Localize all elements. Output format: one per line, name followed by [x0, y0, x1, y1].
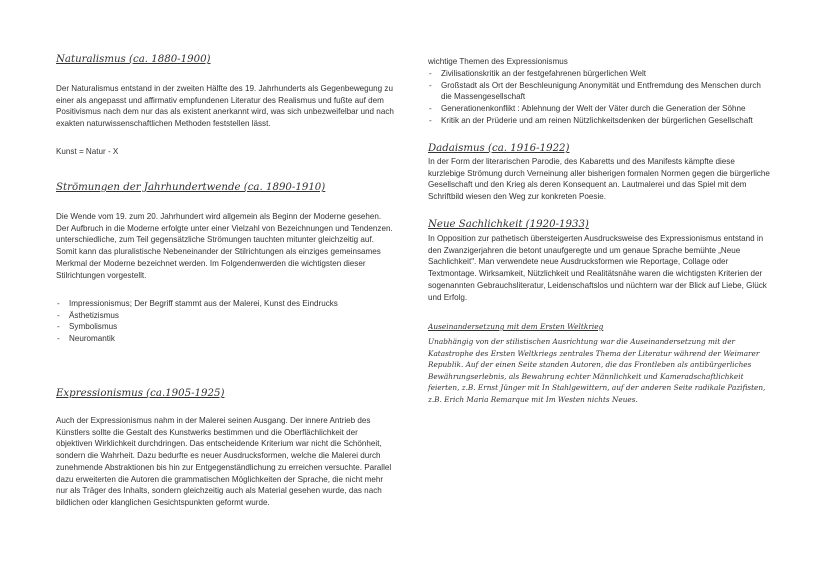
heading-expressionismus: Expressionismus (ca.1905-1925): [56, 388, 225, 399]
list-item: - Impressionismus; Der Begriff stammt aus der Malerei, Kunst des Eindrucks: [56, 298, 396, 310]
formula-naturalismus: Kunst = Natur - X: [56, 147, 119, 156]
list-item: - Kritik an der Prüderie und am reinen Nützlichkeitsdenken der bürgerlichen Gesellschaft: [428, 115, 773, 127]
list-item: - Ästhetizismus: [56, 310, 396, 322]
heading-weltkrieg: Auseinandersetzung mit dem Ersten Weltkrieg: [428, 322, 604, 331]
paragraph-expressionismus: Auch der Expressionismus nahm in der Malerei seinen Ausgang. Der innere Antrieb des Künstlers sollte die Gestalt des Kunstwerks bestimmen und die Oberflächlichkeit der objektiven Wirklichkeit durchdringen. Das entscheidende Kriterium war nicht die Schönheit, sondern die Wahrheit. Dazu bedurfte es neuer Ausdrucksformen, welche die Malerei durch zunehmende Abstraktionen bis hin zur Entgegenständlichung zu erreichen versuchte. Parallel dazu erweiterten die Autoren die grammatischen Möglichkeiten der Sprache, die nicht mehr nur als Träger des Inhalts, sondern gleichzeitig auch als Material gesehen wurde, das nach bildlichen oder klanglichen Gesichtspunkten geformt wurde.: [56, 416, 392, 507]
list-item: - Neuromantik: [56, 333, 396, 345]
heading-stroemungen: Strömungen der Jahrhundertwende (ca. 1890-1910): [56, 182, 326, 193]
list-themen: [428, 68, 773, 127]
paragraph-neue-sachlichkeit: In Opposition zur pathetisch übersteigerten Ausdrucksweise des Expressionismus entstand in den Zwanzigerjahren die betont unaufgeregte und um genaue Sprache bemühte „Neue Sachlichkeit". Man verwendete neue Ausdrucksformen wie Reportage, Collage oder Textmontage. Wirksamkeit, Nützlichkeit und Realitätsnähe waren die wichtigsten Kriterien der sogenannten Gebrauchsliteratur, Leidenschaftslos und nüchtern war der Blick auf Liebe, Glück und Erfolg.: [428, 234, 767, 302]
list-item: - Generationenkonflikt : Ablehnung der Welt der Väter durch die Generation der Söhne: [428, 103, 773, 115]
list-item: - Großstadt als Ort der Beschleunigung Anonymität und Entfremdung des Menschen durch die Massengesellschaft: [428, 80, 773, 103]
list-item: - Zivilisationskritik an der festgefahrenen bürgerlichen Welt: [428, 68, 773, 80]
themen-intro: wichtige Themen des Expressionismus: [428, 57, 568, 66]
paragraph-weltkrieg: Unabhängig von der stilistischen Ausrichtung war die Auseinandersetzung mit der Katastrophe des Ersten Weltkriegs zentrales Thema der Literatur während der Weimarer Republik. Auf der einen Seite standen Autoren, die das Frontleben als antibürgerliches Bewährungserlebnis, als Bewahrung echter Männlichkeit und Kameradschaftlichkeit feierten, z.B. Ernst Jünger mit In Stahlgewittern, auf der anderen Seite radikale Pazifisten, z.B. Erich Maria Remarque mit Im Westen nichts Neues.: [428, 337, 766, 404]
list-item: - Symbolismus: [56, 321, 396, 333]
paragraph-dadaismus: In der Form der literarischen Parodie, des Kabaretts und des Manifests kämpfte diese kurzlebige Strömung durch Verneinung aller bisherigen formalen Normen gegen die bürgerliche Gesellschaft und den Krieg als deren Konsequent an. Lautmalerei und das Spiel mit dem Schriftbild wiesen den Weg zur konkreten Poesie.: [428, 157, 770, 202]
paragraph-stroemungen: Die Wende vom 19. zum 20. Jahrhundert wird allgemein als Beginn der Moderne gesehen. Der Aufbruch in die Moderne erfolgte unter einer Vielzahl von Bezeichnungen und Tendenzen. unterschiedliche, zum Teil gegensätzliche Strömungen tauchten mitunter gleichzeitig auf. Somit kann das pluralistische Nebeneinander der Stilrichtungen als einziges gemeinsames Merkmal der Moderne bezeichnet werden. Im Folgendenwerden die wichtigsten dieser Stilrichtungen vorgestellt.: [56, 212, 393, 280]
list-stilrichtungen: [56, 298, 396, 345]
paragraph-naturalismus: Der Naturalismus entstand in der zweiten Hälfte des 19. Jahrhunderts als Gegenbewegung zu einer als angepasst und affirmativ empfundenen Literatur des Realismus und fußte auf dem Positivismus nach dem nur das als existent anerkannt wird, was sich unbezweifelbar und nach exakten naturwissenschaftlichen Methoden feststellen lässt.: [56, 84, 394, 129]
heading-neue-sachlichkeit: Neue Sachlichkeit (1920-1933): [428, 219, 589, 230]
heading-naturalismus: Naturalismus (ca. 1880-1900): [56, 54, 211, 65]
heading-dadaismus: Dadaismus (ca. 1916-1922): [428, 143, 570, 154]
